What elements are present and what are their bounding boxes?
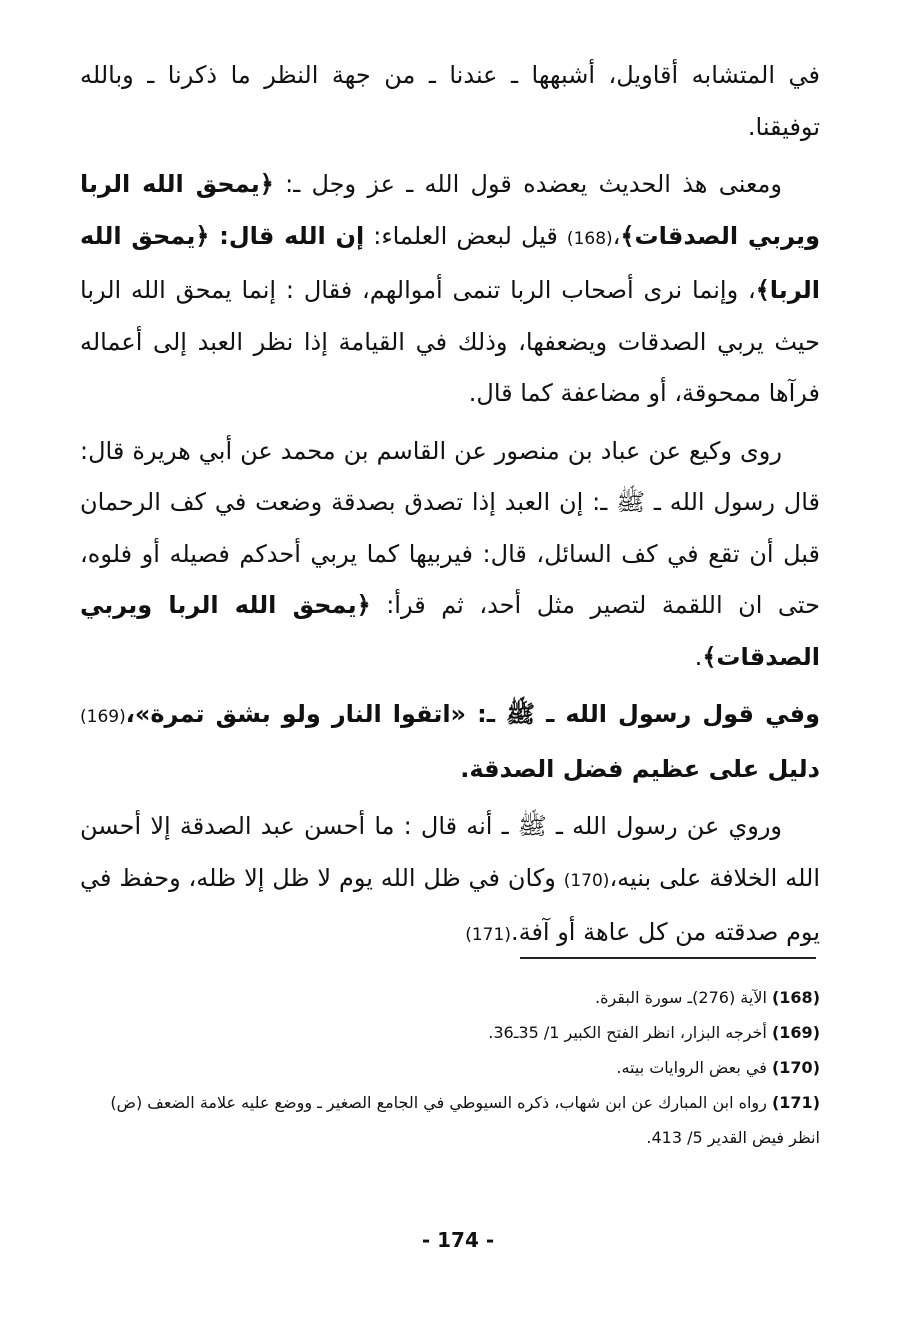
footnote-170 bbox=[80, 1050, 820, 1085]
text-run: ، bbox=[612, 221, 621, 250]
paragraph-5 bbox=[80, 801, 820, 962]
footnote-reference: (170) bbox=[563, 870, 610, 891]
bold-text-run: إن الله قال: ﴿يمحق الله الربا﴾ bbox=[80, 221, 820, 304]
scan-speckle-decoration bbox=[896, 18, 902, 24]
text-run: في المتشابه أقاويل، أشبهها ـ عندنا ـ من جهة النظر ما ذكرنا ـ وبالله توفيقنا. bbox=[80, 61, 820, 141]
paragraph-2 bbox=[80, 159, 820, 420]
footnote-text: الآية (276)ـ سورة البقرة. bbox=[594, 988, 772, 1007]
paragraph-1 bbox=[80, 50, 820, 153]
text-run: روى وكيع عن عباد بن منصور عن القاسم بن محمد عن أبي هريرة قال: قال رسول الله ـ ﷺ ـ: إن العبد إذا تصدق بصدقة وضعت في كف الرحمان قبل أن تقع في كف السائل، قال: فيربيها كما يربي أحدكم فصيله أو فلوه، حتى ان اللقمة لتصير مثل أحد، ثم قرأ: bbox=[80, 436, 821, 619]
text-run: وروي عن رسول الله ـ ﷺ ـ أنه قال : ما أحسن عبد الصدقة إلا أحسن الله الخلافة على بنيه، bbox=[80, 812, 820, 892]
footnote-168 bbox=[80, 980, 820, 1015]
footnote-171 bbox=[80, 1085, 820, 1155]
page-number: - 174 - bbox=[421, 1228, 495, 1252]
text-run: قيل لبعض العلماء: bbox=[364, 221, 567, 250]
footnote-reference: (168) bbox=[566, 228, 613, 249]
paragraph-3 bbox=[80, 426, 820, 684]
footnote-reference: (169) bbox=[80, 707, 126, 727]
bold-text-run: ﴿يمحق الله الربا ويربي الصدقات﴾ bbox=[80, 170, 820, 250]
footnote-divider bbox=[520, 957, 816, 959]
text-run: ومعنى هذ الحديث يعضده قول الله ـ عز وجل ـ: bbox=[273, 170, 782, 198]
footnote-reference: (171) bbox=[465, 925, 511, 945]
bold-text-run: وفي قول رسول الله ـ ﷺ ـ: «اتقوا النار ولو بشق تمرة»، bbox=[125, 700, 820, 728]
main-text bbox=[80, 50, 820, 962]
text-run: ، وإنما نرى أصحاب الربا تنمى أموالهم، فقال : إنما يمحق الله الربا حيث يربي الصدقات ويضعفها، وذلك في القيامة إذا نظر العبد إلى أعماله فرآها ممحوقة، أو مضاعفة كما قال. bbox=[80, 276, 820, 407]
footnote-number: (171) bbox=[771, 1093, 820, 1112]
bold-text-run: ﴿يمحق الله الربا ويربي الصدقات﴾ bbox=[80, 591, 820, 671]
text-run: . bbox=[694, 642, 703, 671]
footnote-number: (170) bbox=[771, 1058, 820, 1077]
footnote-169 bbox=[80, 1015, 820, 1050]
text-run: وكان في ظل الله يوم لا ظل إلا ظله، وحفظ في يوم صدقته من كل عاهة أو آفة. bbox=[80, 863, 820, 946]
bold-text-run: دليل على عظيم فضل الصدقة. bbox=[460, 754, 820, 783]
footnotes bbox=[80, 980, 820, 1155]
footnote-number: (168) bbox=[771, 988, 820, 1007]
footnote-number: (169) bbox=[771, 1023, 820, 1042]
footnote-text: رواه ابن المبارك عن ابن شهاب، ذكره السيوطي في الجامع الصغير ـ ووضع عليه علامة الضعف (ض) انظر فيض القدير 5/ 413. bbox=[110, 1093, 820, 1147]
footnote-text: أخرجه البزار، انظر الفتح الكبير 1/ 35ـ36. bbox=[488, 1023, 772, 1042]
footnote-text: في بعض الروايات بيته. bbox=[616, 1058, 772, 1077]
paragraph-4 bbox=[80, 689, 820, 795]
